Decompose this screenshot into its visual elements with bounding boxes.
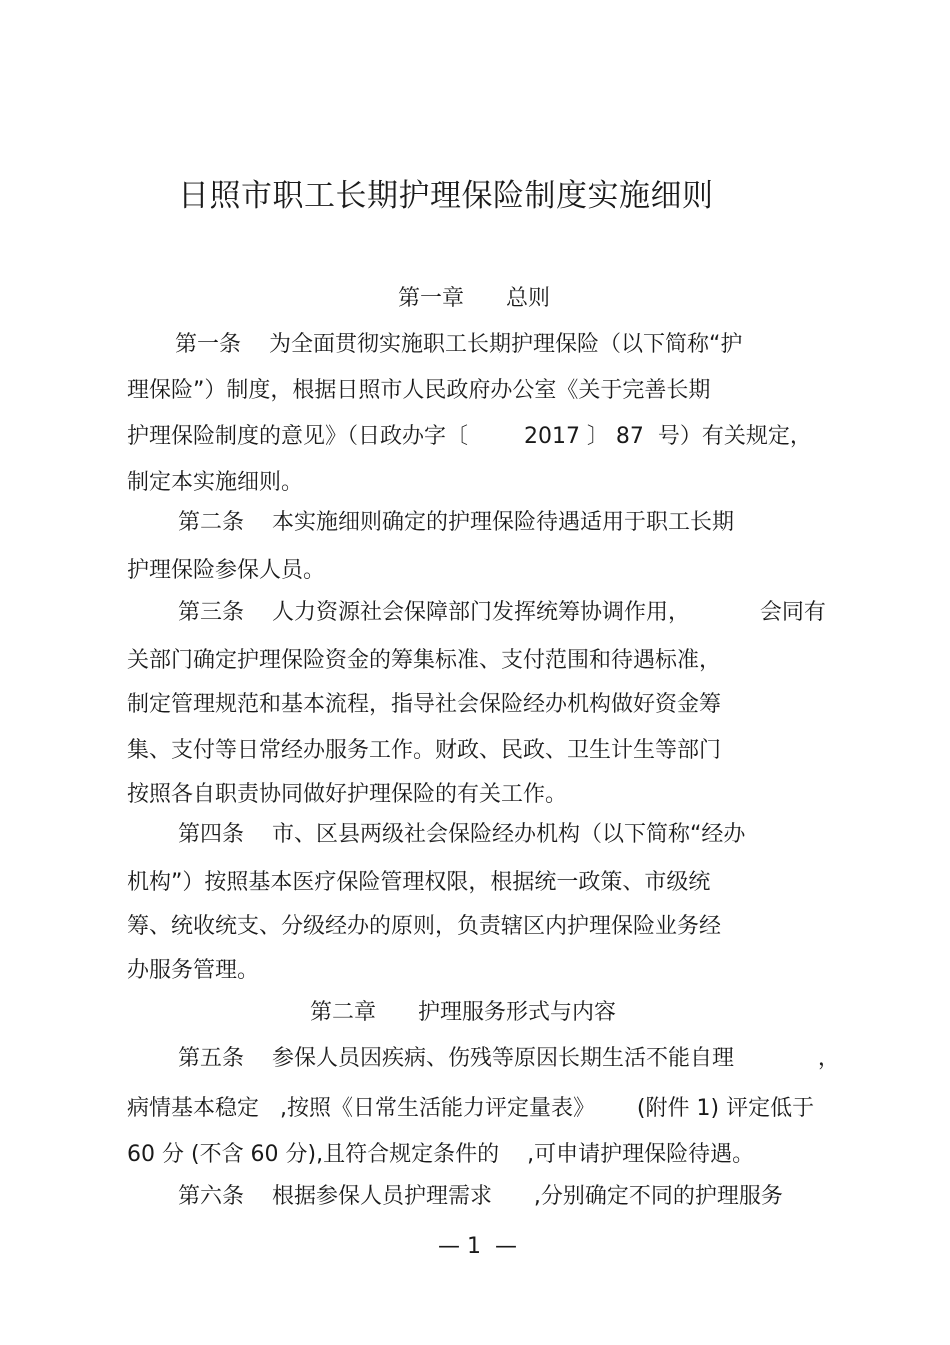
- paragraph-line: 第二条 本实施细则确定的护理保险待遇适用于职工长期: [178, 510, 734, 535]
- paragraph-line: 制定本实施细则。: [127, 470, 304, 495]
- document-title: 日照市职工长期护理保险制度实施细则: [178, 178, 714, 214]
- chapter-heading: 第一章 总则: [398, 286, 550, 311]
- paragraph-line: 第一条 为全面贯彻实施职工长期护理保险（以下简称“护: [175, 332, 743, 357]
- paragraph-line: 第五条 参保人员因疾病、伤残等原因长期生活不能自理 ，: [178, 1046, 840, 1071]
- paragraph-line: 护理保险参保人员。: [127, 558, 326, 583]
- chapter-heading: 第二章 护理服务形式与内容: [310, 1000, 616, 1025]
- paragraph-line: 制定管理规范和基本流程，指导社会保险经办机构做好资金筹: [127, 692, 722, 717]
- paragraph-line: 第四条 市、区县两级社会保险经办机构（以下简称“经办: [178, 822, 746, 847]
- paragraph-line: 60 分 (不含 60 分),且符合规定条件的 ,可申请护理保险待遇。: [127, 1142, 755, 1167]
- paragraph-line: 理保险”）制度，根据日照市人民政府办公室《关于完善长期: [127, 378, 711, 403]
- paragraph-line: 集、支付等日常经办服务工作。财政、民政、卫生计生等部门: [127, 738, 722, 763]
- paragraph-line: 办服务管理。: [127, 958, 260, 983]
- paragraph-line: 机构”）按照基本医疗保险管理权限，根据统一政策、市级统: [127, 870, 711, 895]
- paragraph-line: 按照各自职责协同做好护理保险的有关工作。: [127, 782, 568, 807]
- paragraph-line: 第六条 根据参保人员护理需求 ,分别确定不同的护理服务: [178, 1184, 783, 1209]
- paragraph-line: 筹、统收统支、分级经办的原则，负责辖区内护理保险业务经: [127, 914, 722, 939]
- paragraph-line: 第三条 人力资源社会保障部门发挥统筹协调作用， 会同有: [178, 600, 826, 625]
- paragraph-line: 护理保险制度的意见》（日政办字〔 2017 〕 87 号）有关规定，: [127, 424, 812, 449]
- paragraph-line: 病情基本稳定 ,按照《日常生活能力评定量表》 (附件 1) 评定低于: [127, 1096, 815, 1121]
- page-number: — 1 —: [438, 1234, 517, 1259]
- paragraph-line: 关部门确定护理保险资金的筹集标准、支付范围和待遇标准，: [127, 648, 722, 673]
